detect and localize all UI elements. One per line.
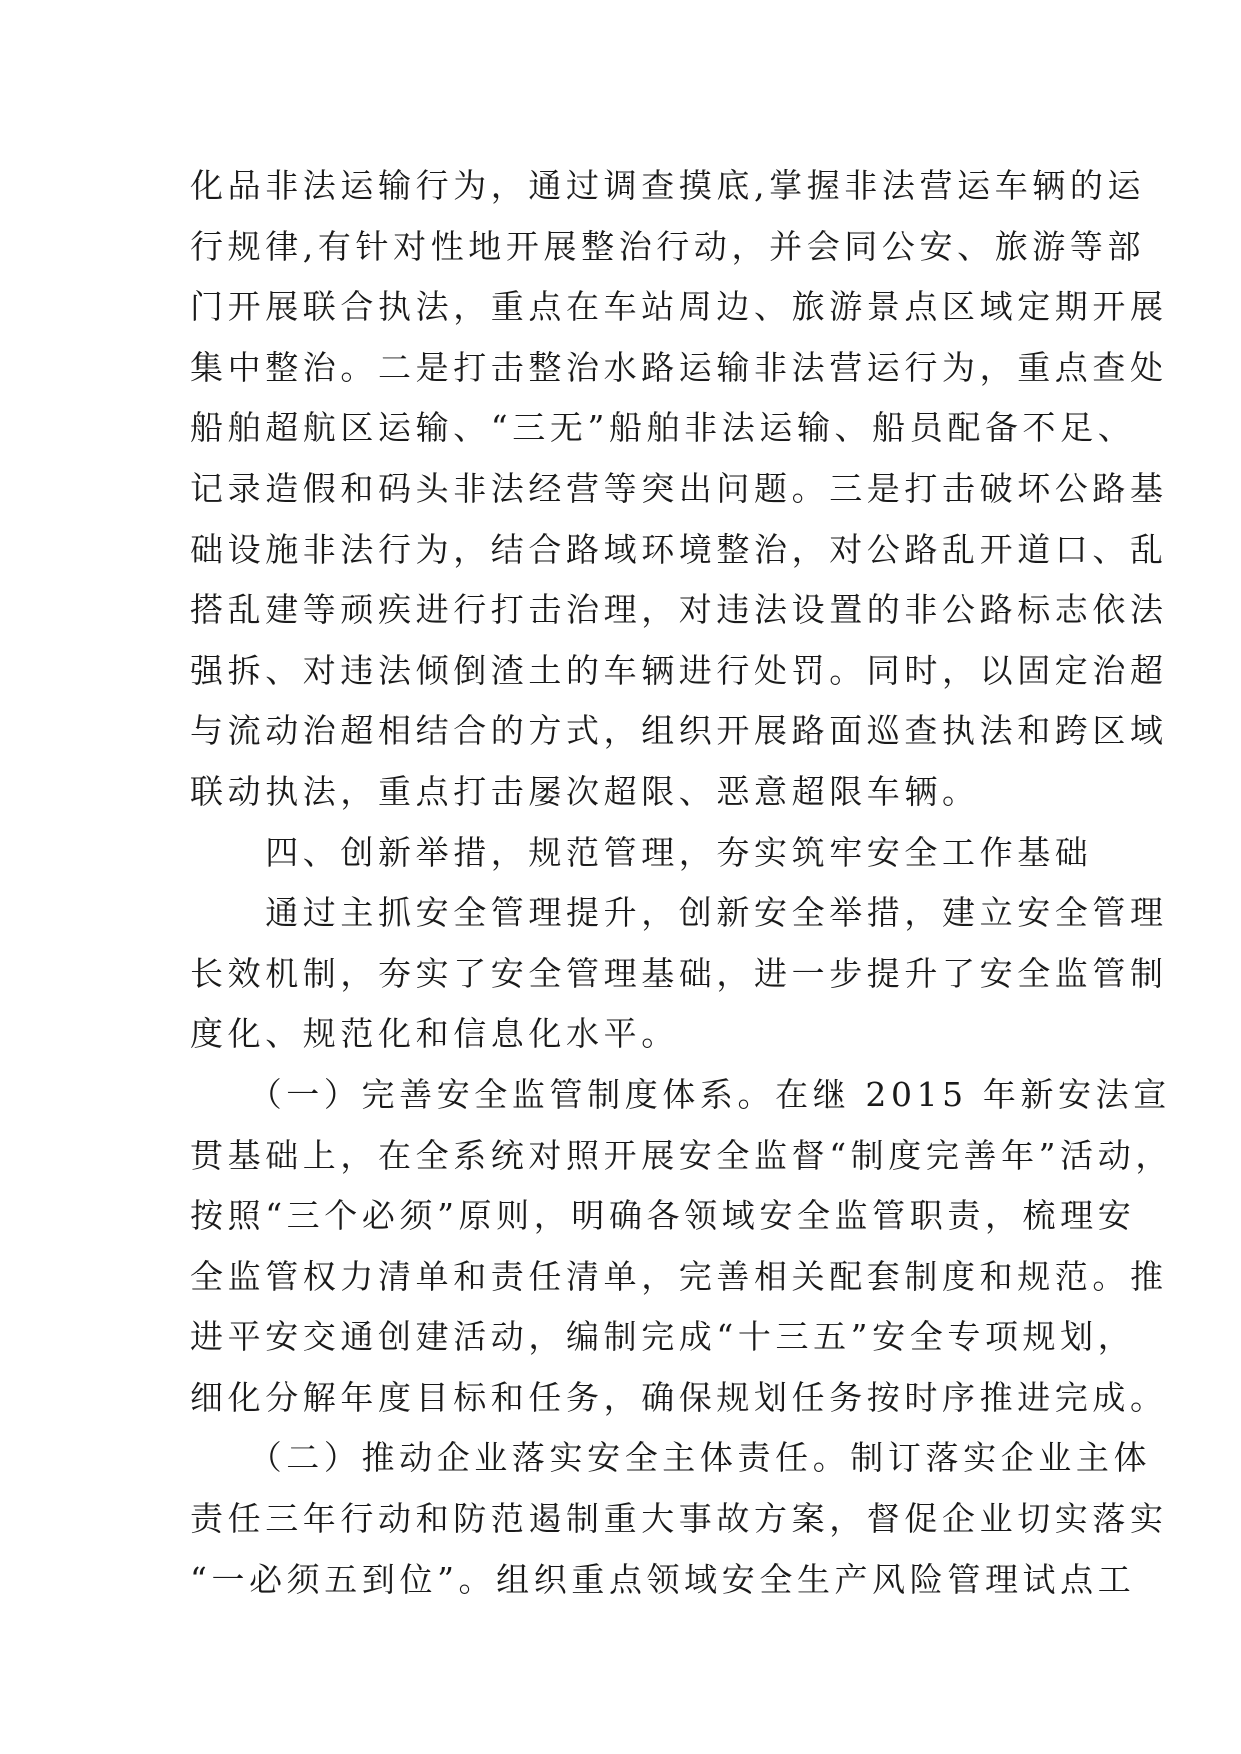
text-line: “一必须五到位”。组织重点领域安全生产风险管理试点工 bbox=[190, 1559, 1136, 1599]
text-line: 记录造假和码头非法经营等突出问题。三是打击破坏公路基 bbox=[190, 468, 1168, 508]
body-text bbox=[190, 156, 1173, 1610]
text-line: 细化分解年度目标和任务，确保规划任务按时序推进完成。 bbox=[190, 1377, 1168, 1417]
text-line: 化品非法运输行为，通过调查摸底,掌握非法营运车辆的运 bbox=[190, 166, 1146, 205]
text-line: 按照“三个必须”原则，明确各领域安全监管职责，梳理安 bbox=[190, 1196, 1136, 1236]
section-heading: 四、创新举措，规范管理，夯实筑牢安全工作基础 bbox=[190, 832, 1093, 872]
text-line: 集中整治。二是打击整治水路运输非法营运行为，重点查处 bbox=[190, 347, 1168, 387]
text-line: 全监管权力清单和责任清单，完善相关配套制度和规范。推 bbox=[190, 1256, 1168, 1296]
text-line: 行规律,有针对性地开展整治行动，并会同公安、旅游等部 bbox=[190, 226, 1146, 266]
text-line: 门开展联合执法，重点在车站周边、旅游景点区域定期开展 bbox=[190, 287, 1168, 327]
text-line: 与流动治超相结合的方式，组织开展路面巡查执法和跨区域 bbox=[190, 711, 1168, 751]
text-line: 搭乱建等顽疾进行打击治理，对违法设置的非公路标志依法 bbox=[190, 590, 1168, 630]
text-line: （一）完善安全监管制度体系。在继 2015 年新安法宣 bbox=[190, 1074, 1171, 1114]
text-line: 贯基础上，在全系统对照开展安全监督“制度完善年”活动， bbox=[190, 1135, 1173, 1175]
text-line: 船舶超航区运输、“三无”船舶非法运输、船员配备不足、 bbox=[190, 408, 1136, 448]
text-line: 度化、规范化和信息化水平。 bbox=[190, 1014, 679, 1054]
text-line: 强拆、对违法倾倒渣土的车辆进行处罚。同时，以固定治超 bbox=[190, 650, 1168, 690]
text-line: 础设施非法行为，结合路域环境整治，对公路乱开道口、乱 bbox=[190, 529, 1168, 569]
text-line: 责任三年行动和防范遏制重大事故方案，督促企业切实落实 bbox=[190, 1499, 1168, 1539]
text-line: 进平安交通创建活动，编制完成“十三五”安全专项规划， bbox=[190, 1317, 1136, 1357]
text-line: 联动执法，重点打击屡次超限、恶意超限车辆。 bbox=[190, 771, 980, 811]
text-line: 通过主抓安全管理提升，创新安全举措，建立安全管理 bbox=[190, 893, 1168, 933]
text-line: （二）推动企业落实安全主体责任。制订落实企业主体 bbox=[190, 1438, 1152, 1478]
text-line: 长效机制，夯实了安全管理基础，进一步提升了安全监管制 bbox=[190, 953, 1168, 993]
